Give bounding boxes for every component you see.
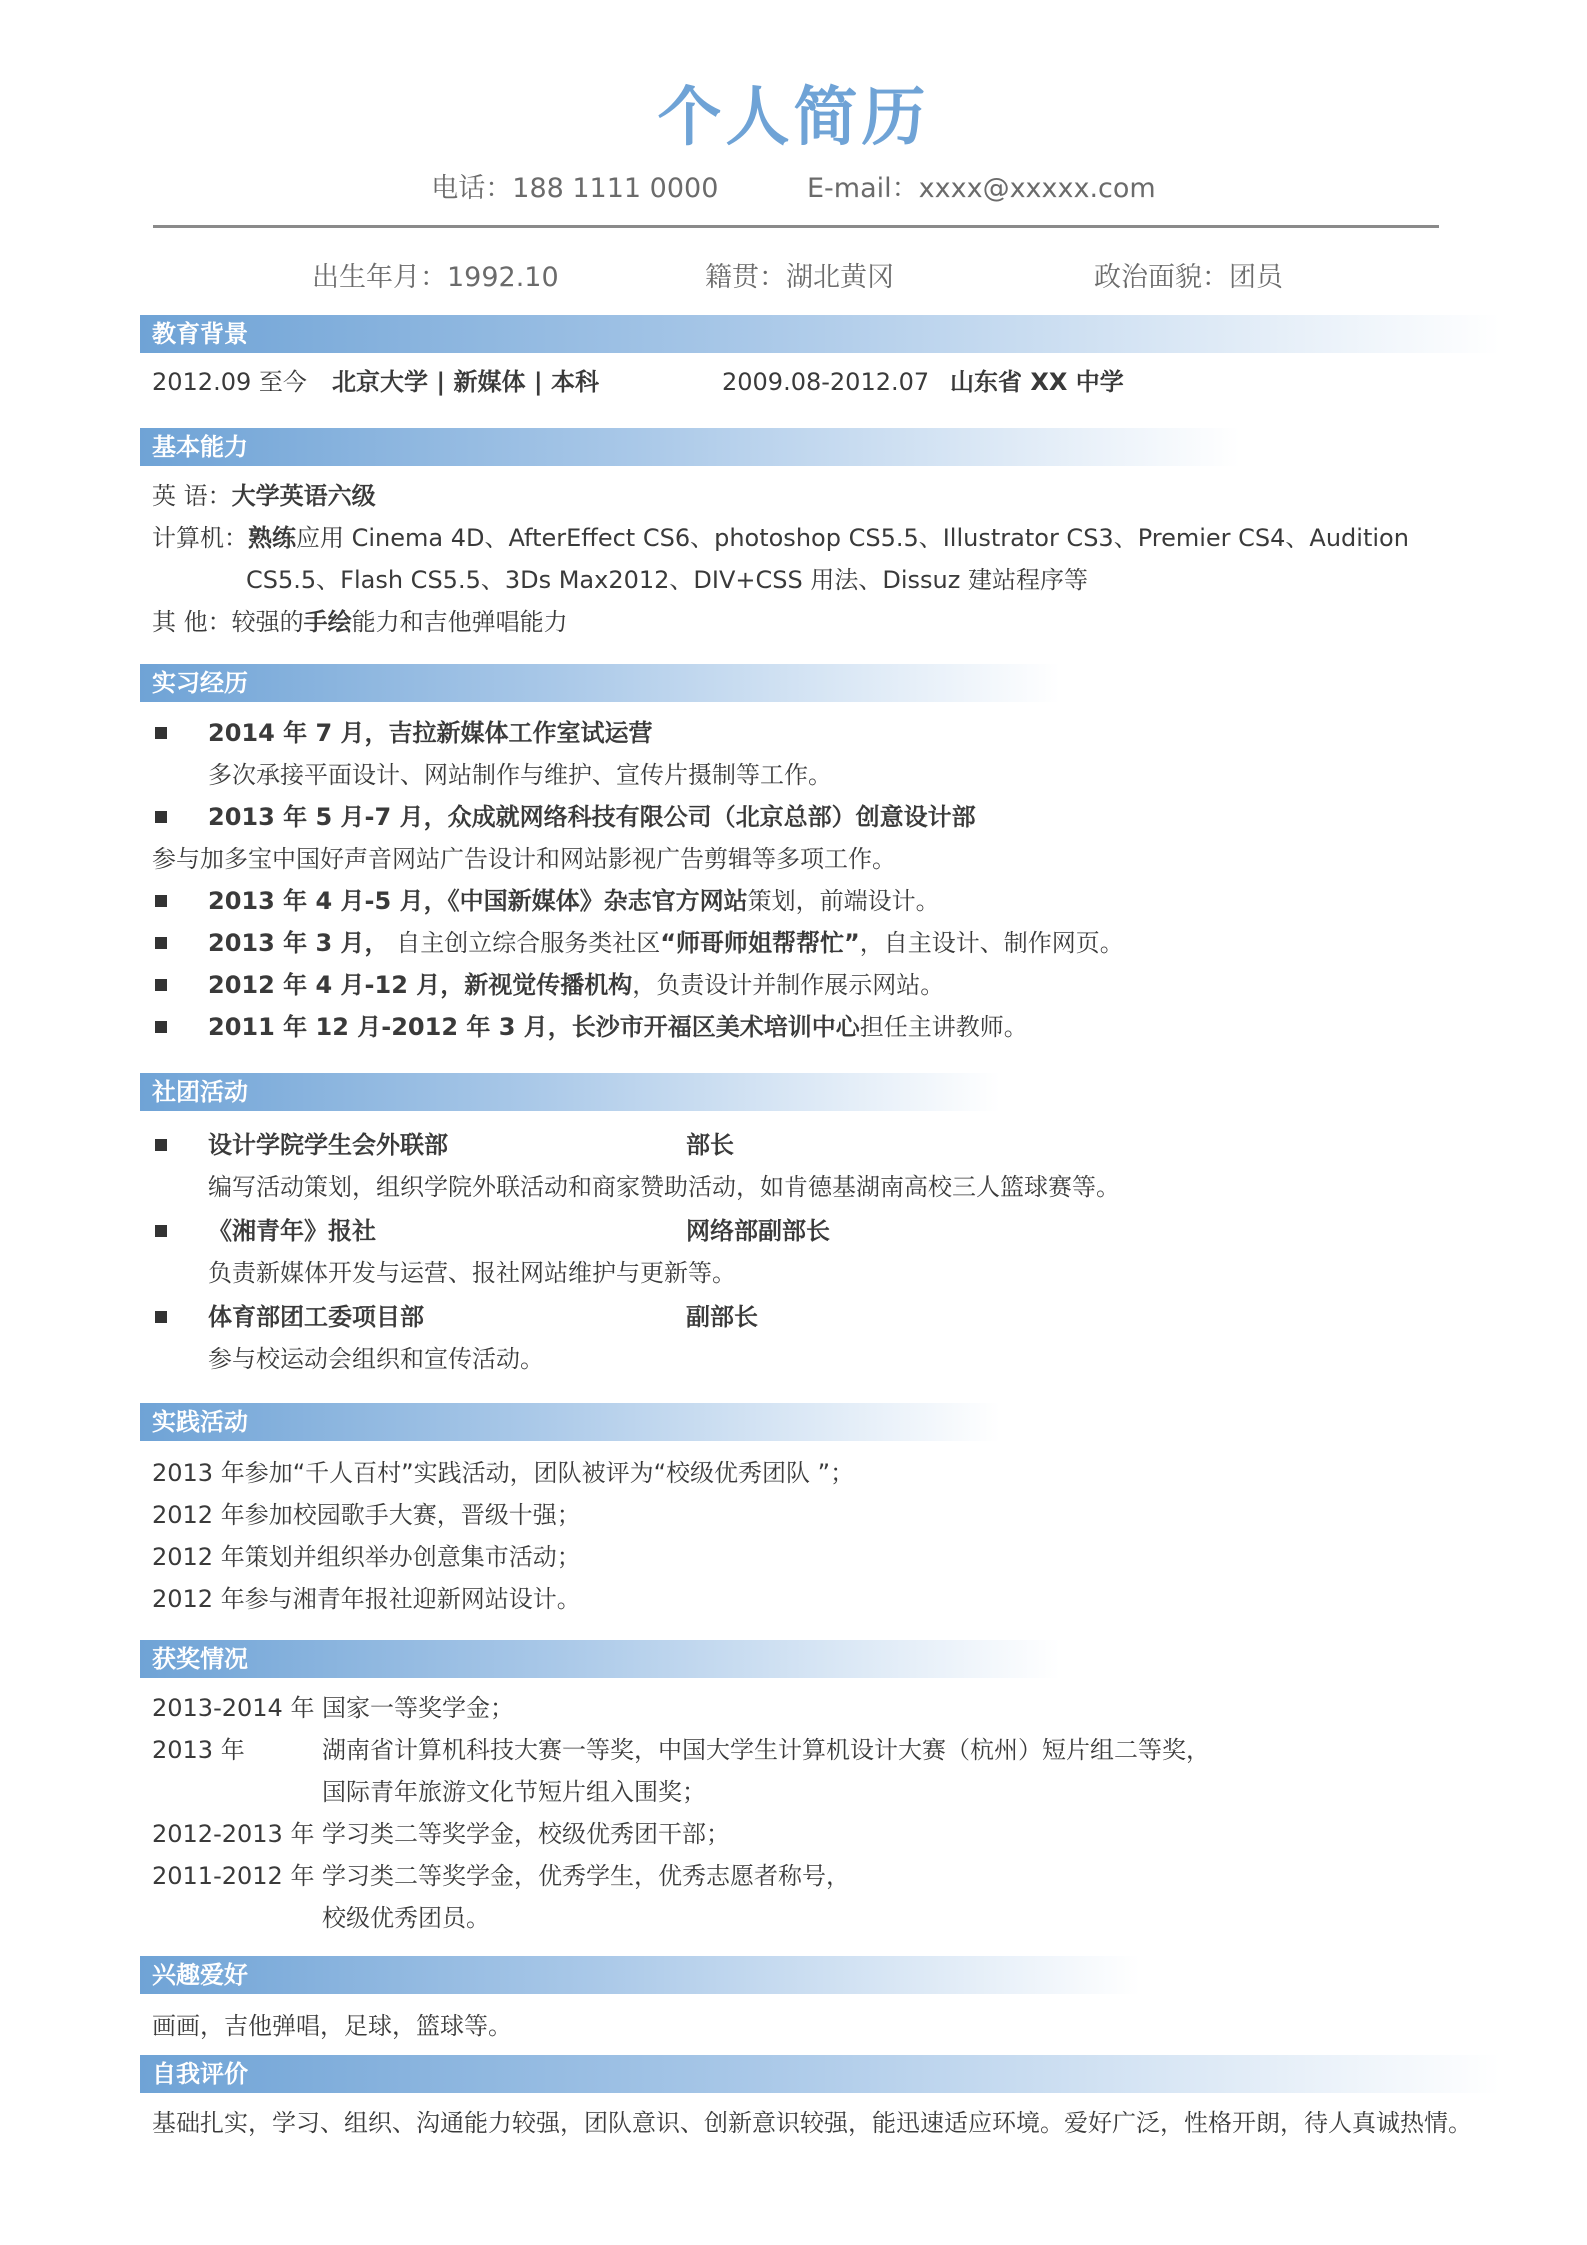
other-post: 能力和吉他弹唱能力	[351, 608, 568, 636]
section-internship: 实习经历	[140, 664, 1060, 702]
edu-school-2: 山东省 XX 中学	[950, 368, 1124, 396]
resume-title: 个人简历	[657, 81, 930, 155]
award-2-year: 2013 年	[152, 1736, 245, 1764]
intern-2-desc: 参与加多宝中国好声音网站广告设计和网站影视广告剪辑等多项工作。	[152, 845, 896, 873]
hometown-text: 籍贯：湖北黄冈	[705, 262, 894, 293]
political-text: 政治面貌：团员	[1094, 262, 1283, 293]
other-pre: 较强的	[231, 608, 304, 636]
club-3-desc: 参与校运动会组织和宣传活动。	[208, 1345, 544, 1373]
edu-school-1: 北京大学 | 新媒体 | 本科	[332, 368, 599, 396]
club-2-role: 网络部副部长	[686, 1217, 830, 1245]
club-2-desc: 负责新媒体开发与运营、报社网站维护与更新等。	[208, 1259, 736, 1287]
intern-4	[208, 927, 1124, 959]
edu-date-1: 2012.09 至今	[152, 368, 307, 396]
intern-5-bold: 2012 年 4 月-12 月，新视觉传播机构	[208, 971, 633, 999]
intern-2-title: 2013 年 5 月-7 月，众成就网络科技有限公司（北京总部）创意设计部	[208, 803, 976, 831]
award-3-year: 2012-2013 年	[152, 1820, 315, 1848]
award-4-text: 学习类二等奖学金，优秀学生，优秀志愿者称号，	[322, 1862, 850, 1890]
edu-date-2: 2009.08-2012.07	[722, 368, 930, 396]
section-hobbies: 兴趣爱好	[140, 1956, 1140, 1994]
intern-6-rest: 担任主讲教师。	[859, 1013, 1028, 1041]
intern-1-title: 2014 年 7 月，吉拉新媒体工作室试运营	[208, 719, 653, 747]
email-text: E-mail：xxxx@xxxxx.com	[807, 173, 1156, 204]
club-3-role: 副部长	[686, 1303, 758, 1331]
bullet-square	[155, 1311, 167, 1323]
intern-5	[208, 969, 944, 1001]
intern-4-rest: ，自主设计、制作网页。	[859, 929, 1124, 957]
birth-text: 出生年月：1992.10	[312, 262, 559, 293]
ability-computer	[152, 522, 1409, 554]
hobbies-text: 画画，吉他弹唱，足球，篮球等。	[152, 2012, 512, 2040]
award-3-text: 学习类二等奖学金，校级优秀团干部；	[322, 1820, 730, 1848]
section-clubs: 社团活动	[140, 1073, 1000, 1111]
bullet-square	[155, 811, 167, 823]
bullet-square	[155, 1021, 167, 1033]
other-bold: 手绘	[303, 608, 352, 636]
section-self-eval: 自我评价	[140, 2055, 1500, 2093]
bullet-square	[155, 1139, 167, 1151]
intern-4-bold2: “师哥师姐帮帮忙”	[660, 929, 860, 957]
computer-label: 计算机：	[152, 524, 248, 552]
intern-5-rest: ，负责设计并制作展示网站。	[632, 971, 945, 999]
award-1-year: 2013-2014 年	[152, 1694, 315, 1722]
english-value: 大学英语六级	[231, 482, 376, 510]
bullet-square	[155, 895, 167, 907]
section-practice: 实践活动	[140, 1403, 1000, 1441]
section-awards: 获奖情况	[140, 1640, 1060, 1678]
award-4-text2: 校级优秀团员。	[322, 1904, 490, 1932]
ability-other	[152, 606, 568, 638]
practice-3: 2012 年策划并组织举办创意集市活动；	[152, 1543, 581, 1571]
intern-4-bold: 2013 年 3 月，	[208, 929, 389, 957]
intern-3	[208, 885, 940, 917]
club-2-name: 《湘青年》报社	[208, 1217, 376, 1245]
club-1-name: 设计学院学生会外联部	[208, 1131, 448, 1159]
practice-4: 2012 年参与湘青年报社迎新网站设计。	[152, 1585, 581, 1613]
intern-6-bold: 2011 年 12 月-2012 年 3 月，长沙市开福区美术培训中心	[208, 1013, 860, 1041]
practice-1: 2013 年参加“千人百村”实践活动，团队被评为“校级优秀团队 ”；	[152, 1459, 855, 1487]
section-education: 教育背景	[140, 315, 1500, 353]
header-divider	[153, 225, 1439, 228]
bullet-square	[155, 937, 167, 949]
bullet-square	[155, 727, 167, 739]
practice-2: 2012 年参加校园歌手大赛，晋级十强；	[152, 1501, 581, 1529]
club-1-role: 部长	[686, 1131, 734, 1159]
intern-3-bold: 2013 年 4 月-5 月，《中国新媒体》杂志官方网站	[208, 887, 748, 915]
self-eval-text: 基础扎实，学习、组织、沟通能力较强，团队意识、创新意识较强，能迅速适应环境。爱好广泛，性格开朗，待人真诚热情。	[152, 2109, 1472, 2137]
intern-6	[208, 1011, 1028, 1043]
club-3-name: 体育部团工委项目部	[208, 1303, 424, 1331]
award-4-year: 2011-2012 年	[152, 1862, 315, 1890]
intern-3-rest: 策划，前端设计。	[747, 887, 940, 915]
bullet-square	[155, 979, 167, 991]
award-1-text: 国家一等奖学金；	[322, 1694, 514, 1722]
ability-english	[152, 480, 376, 512]
section-ability: 基本能力	[140, 428, 1240, 466]
ability-computer-line2: CS5.5、Flash CS5.5、3Ds Max2012、DIV+CSS 用法、Dissuz 建站程序等	[246, 566, 1088, 594]
award-2-text2: 国际青年旅游文化节短片组入围奖；	[322, 1778, 706, 1806]
english-label: 英 语：	[152, 482, 232, 510]
intern-1-desc: 多次承接平面设计、网站制作与维护、宣传片摄制等工作。	[208, 761, 832, 789]
bullet-square	[155, 1225, 167, 1237]
phone-text: 电话：188 1111 0000	[431, 173, 719, 204]
other-label: 其 他：	[152, 608, 232, 636]
club-1-desc: 编写活动策划，组织学院外联活动和商家赞助活动，如肯德基湖南高校三人篮球赛等。	[208, 1173, 1120, 1201]
computer-bold: 熟练	[248, 524, 296, 552]
computer-rest: 应用 Cinema 4D、AfterEffect CS6、photoshop CS5.5、Illustrator CS3、Premier CS4、Audition	[296, 524, 1409, 552]
contact-row	[0, 166, 1587, 205]
award-2-text: 湖南省计算机科技大赛一等奖，中国大学生计算机设计大赛（杭州）短片组二等奖，	[322, 1736, 1210, 1764]
intern-4-mid: 自主创立综合服务类社区	[388, 929, 661, 957]
